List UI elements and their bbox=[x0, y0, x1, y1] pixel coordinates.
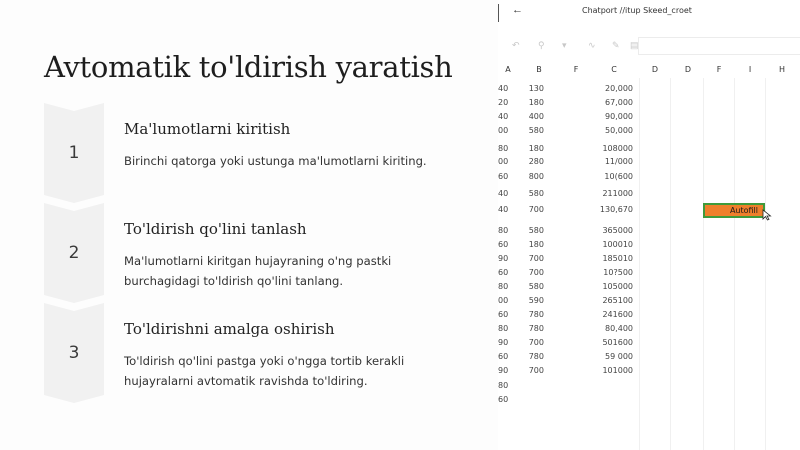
cell-value[interactable]: 241600 bbox=[602, 310, 633, 319]
gridline bbox=[734, 78, 735, 450]
row-label: 80 bbox=[498, 144, 509, 153]
step-number: 2 bbox=[68, 243, 80, 263]
row-label: 40 bbox=[498, 112, 509, 121]
cell-value[interactable]: 11/000 bbox=[604, 157, 633, 166]
search-icon[interactable]: ⚲ bbox=[538, 40, 545, 50]
cell-value[interactable]: 700 bbox=[528, 268, 544, 277]
row-label: 00 bbox=[498, 126, 509, 135]
filter-icon[interactable]: ▾ bbox=[562, 40, 567, 50]
step-3 bbox=[44, 303, 474, 403]
cell-value[interactable]: 780 bbox=[528, 324, 544, 333]
cell-value[interactable]: 130,670 bbox=[599, 205, 633, 214]
row-label: 60 bbox=[498, 268, 509, 277]
row-label: 40 bbox=[498, 205, 509, 214]
cell-value[interactable]: 780 bbox=[528, 352, 544, 361]
column-header[interactable]: I bbox=[748, 65, 752, 74]
row-label: 60 bbox=[498, 310, 509, 319]
cell-value[interactable]: 590 bbox=[528, 296, 544, 305]
row-label: 80 bbox=[498, 226, 509, 235]
row-label: 00 bbox=[498, 157, 509, 166]
column-header[interactable]: D bbox=[684, 65, 692, 74]
row-label: 80 bbox=[498, 324, 509, 333]
column-header[interactable]: C bbox=[611, 65, 617, 74]
cell-value[interactable]: 265100 bbox=[602, 296, 633, 305]
step-number: 3 bbox=[68, 343, 80, 363]
cell-value[interactable]: 10?500 bbox=[603, 268, 633, 277]
row-label: 40 bbox=[498, 189, 509, 198]
sheet-title: Chatport //itup Skeed_croet bbox=[582, 6, 692, 15]
step-title: To'ldirishni amalga oshirish bbox=[124, 320, 335, 338]
row-label: 60 bbox=[498, 395, 509, 404]
row-label: 90 bbox=[498, 338, 509, 347]
cell-value[interactable]: 90,000 bbox=[605, 112, 633, 121]
cell-value[interactable]: 59 000 bbox=[605, 352, 633, 361]
column-header[interactable]: D bbox=[651, 65, 659, 74]
gridline bbox=[639, 78, 640, 450]
cell-value[interactable]: 501600 bbox=[602, 338, 633, 347]
cell-value[interactable]: 280 bbox=[528, 157, 544, 166]
row-label: 80 bbox=[498, 381, 509, 390]
step-2 bbox=[44, 203, 474, 303]
slide-title: Avtomatik to'ldirish yaratish bbox=[44, 50, 453, 84]
cell-value[interactable]: 108000 bbox=[602, 144, 633, 153]
row-label: 80 bbox=[498, 282, 509, 291]
row-label: 00 bbox=[498, 296, 509, 305]
row-label: 60 bbox=[498, 352, 509, 361]
column-header[interactable]: H bbox=[778, 65, 785, 74]
step-title: Ma'lumotlarni kiritish bbox=[124, 120, 291, 138]
panel-divider bbox=[498, 4, 499, 22]
comment-icon[interactable]: ▤ bbox=[630, 40, 639, 50]
cell-value[interactable]: 185010 bbox=[602, 254, 633, 263]
cell-value[interactable]: 180 bbox=[528, 98, 544, 107]
row-label: 90 bbox=[498, 254, 509, 263]
cell-value[interactable]: 100010 bbox=[602, 240, 633, 249]
column-header[interactable]: F bbox=[573, 65, 579, 74]
cell-value[interactable]: 780 bbox=[528, 310, 544, 319]
cell-value[interactable]: 400 bbox=[528, 112, 544, 121]
step-title: To'ldirish qo'lini tanlash bbox=[124, 220, 307, 238]
cell-value[interactable]: 700 bbox=[528, 205, 544, 214]
row-label: 20 bbox=[498, 98, 509, 107]
cell-value[interactable]: 580 bbox=[528, 282, 544, 291]
cell-value[interactable]: 10(600 bbox=[604, 172, 633, 181]
row-label: 60 bbox=[498, 172, 509, 181]
cell-value[interactable]: 365000 bbox=[602, 226, 633, 235]
cell-value[interactable]: 130 bbox=[528, 84, 544, 93]
cell-value[interactable]: 580 bbox=[528, 126, 544, 135]
gridline bbox=[703, 78, 704, 450]
cell-value[interactable]: 180 bbox=[528, 240, 544, 249]
cell-value[interactable]: 50,000 bbox=[605, 126, 633, 135]
spreadsheet-panel bbox=[498, 0, 800, 450]
formula-bar[interactable] bbox=[638, 37, 800, 55]
column-header[interactable]: B bbox=[536, 65, 542, 74]
cell-value[interactable]: 180 bbox=[528, 144, 544, 153]
back-arrow-icon[interactable]: ← bbox=[512, 4, 523, 16]
gridline bbox=[765, 78, 766, 450]
cell-value[interactable]: 67,000 bbox=[605, 98, 633, 107]
cell-value[interactable]: 20,000 bbox=[605, 84, 633, 93]
row-label: 60 bbox=[498, 240, 509, 249]
column-header[interactable]: A bbox=[505, 65, 511, 74]
cell-value[interactable]: 80,400 bbox=[605, 324, 633, 333]
step-description: Birinchi qatorga yoki ustunga ma'lumotlarni kiriting. bbox=[124, 154, 427, 168]
row-label: 90 bbox=[498, 366, 509, 375]
step-description: Ma'lumotlarni kiritgan hujayraning o'ng pastki burchagidagi to'ldirish qo'lini tanlang. bbox=[124, 254, 392, 288]
chart-line-icon[interactable]: ∿ bbox=[588, 40, 596, 50]
undo-icon[interactable]: ↶ bbox=[512, 40, 520, 50]
cell-value[interactable]: 101000 bbox=[602, 366, 633, 375]
cell-value[interactable]: 211000 bbox=[602, 189, 633, 198]
step-1 bbox=[44, 103, 474, 203]
row-label: 40 bbox=[498, 84, 509, 93]
step-number: 1 bbox=[68, 143, 80, 163]
column-header[interactable]: F bbox=[716, 65, 722, 74]
autofill-cell[interactable]: Autofill bbox=[703, 203, 765, 218]
cell-value[interactable]: 580 bbox=[528, 226, 544, 235]
cell-value[interactable]: 800 bbox=[528, 172, 544, 181]
cell-value[interactable]: 105000 bbox=[602, 282, 633, 291]
cell-value[interactable]: 700 bbox=[528, 366, 544, 375]
cell-value[interactable]: 700 bbox=[528, 254, 544, 263]
brush-icon[interactable]: ✎ bbox=[612, 40, 620, 50]
gridline bbox=[670, 78, 671, 450]
mouse-pointer-icon bbox=[762, 209, 772, 221]
cell-value[interactable]: 700 bbox=[528, 338, 544, 347]
cell-value[interactable]: 580 bbox=[528, 189, 544, 198]
step-description: To'ldirish qo'lini pastga yoki o'ngga tortib kerakli hujayralarni avtomatik ravishda to'ldiring. bbox=[124, 354, 405, 388]
